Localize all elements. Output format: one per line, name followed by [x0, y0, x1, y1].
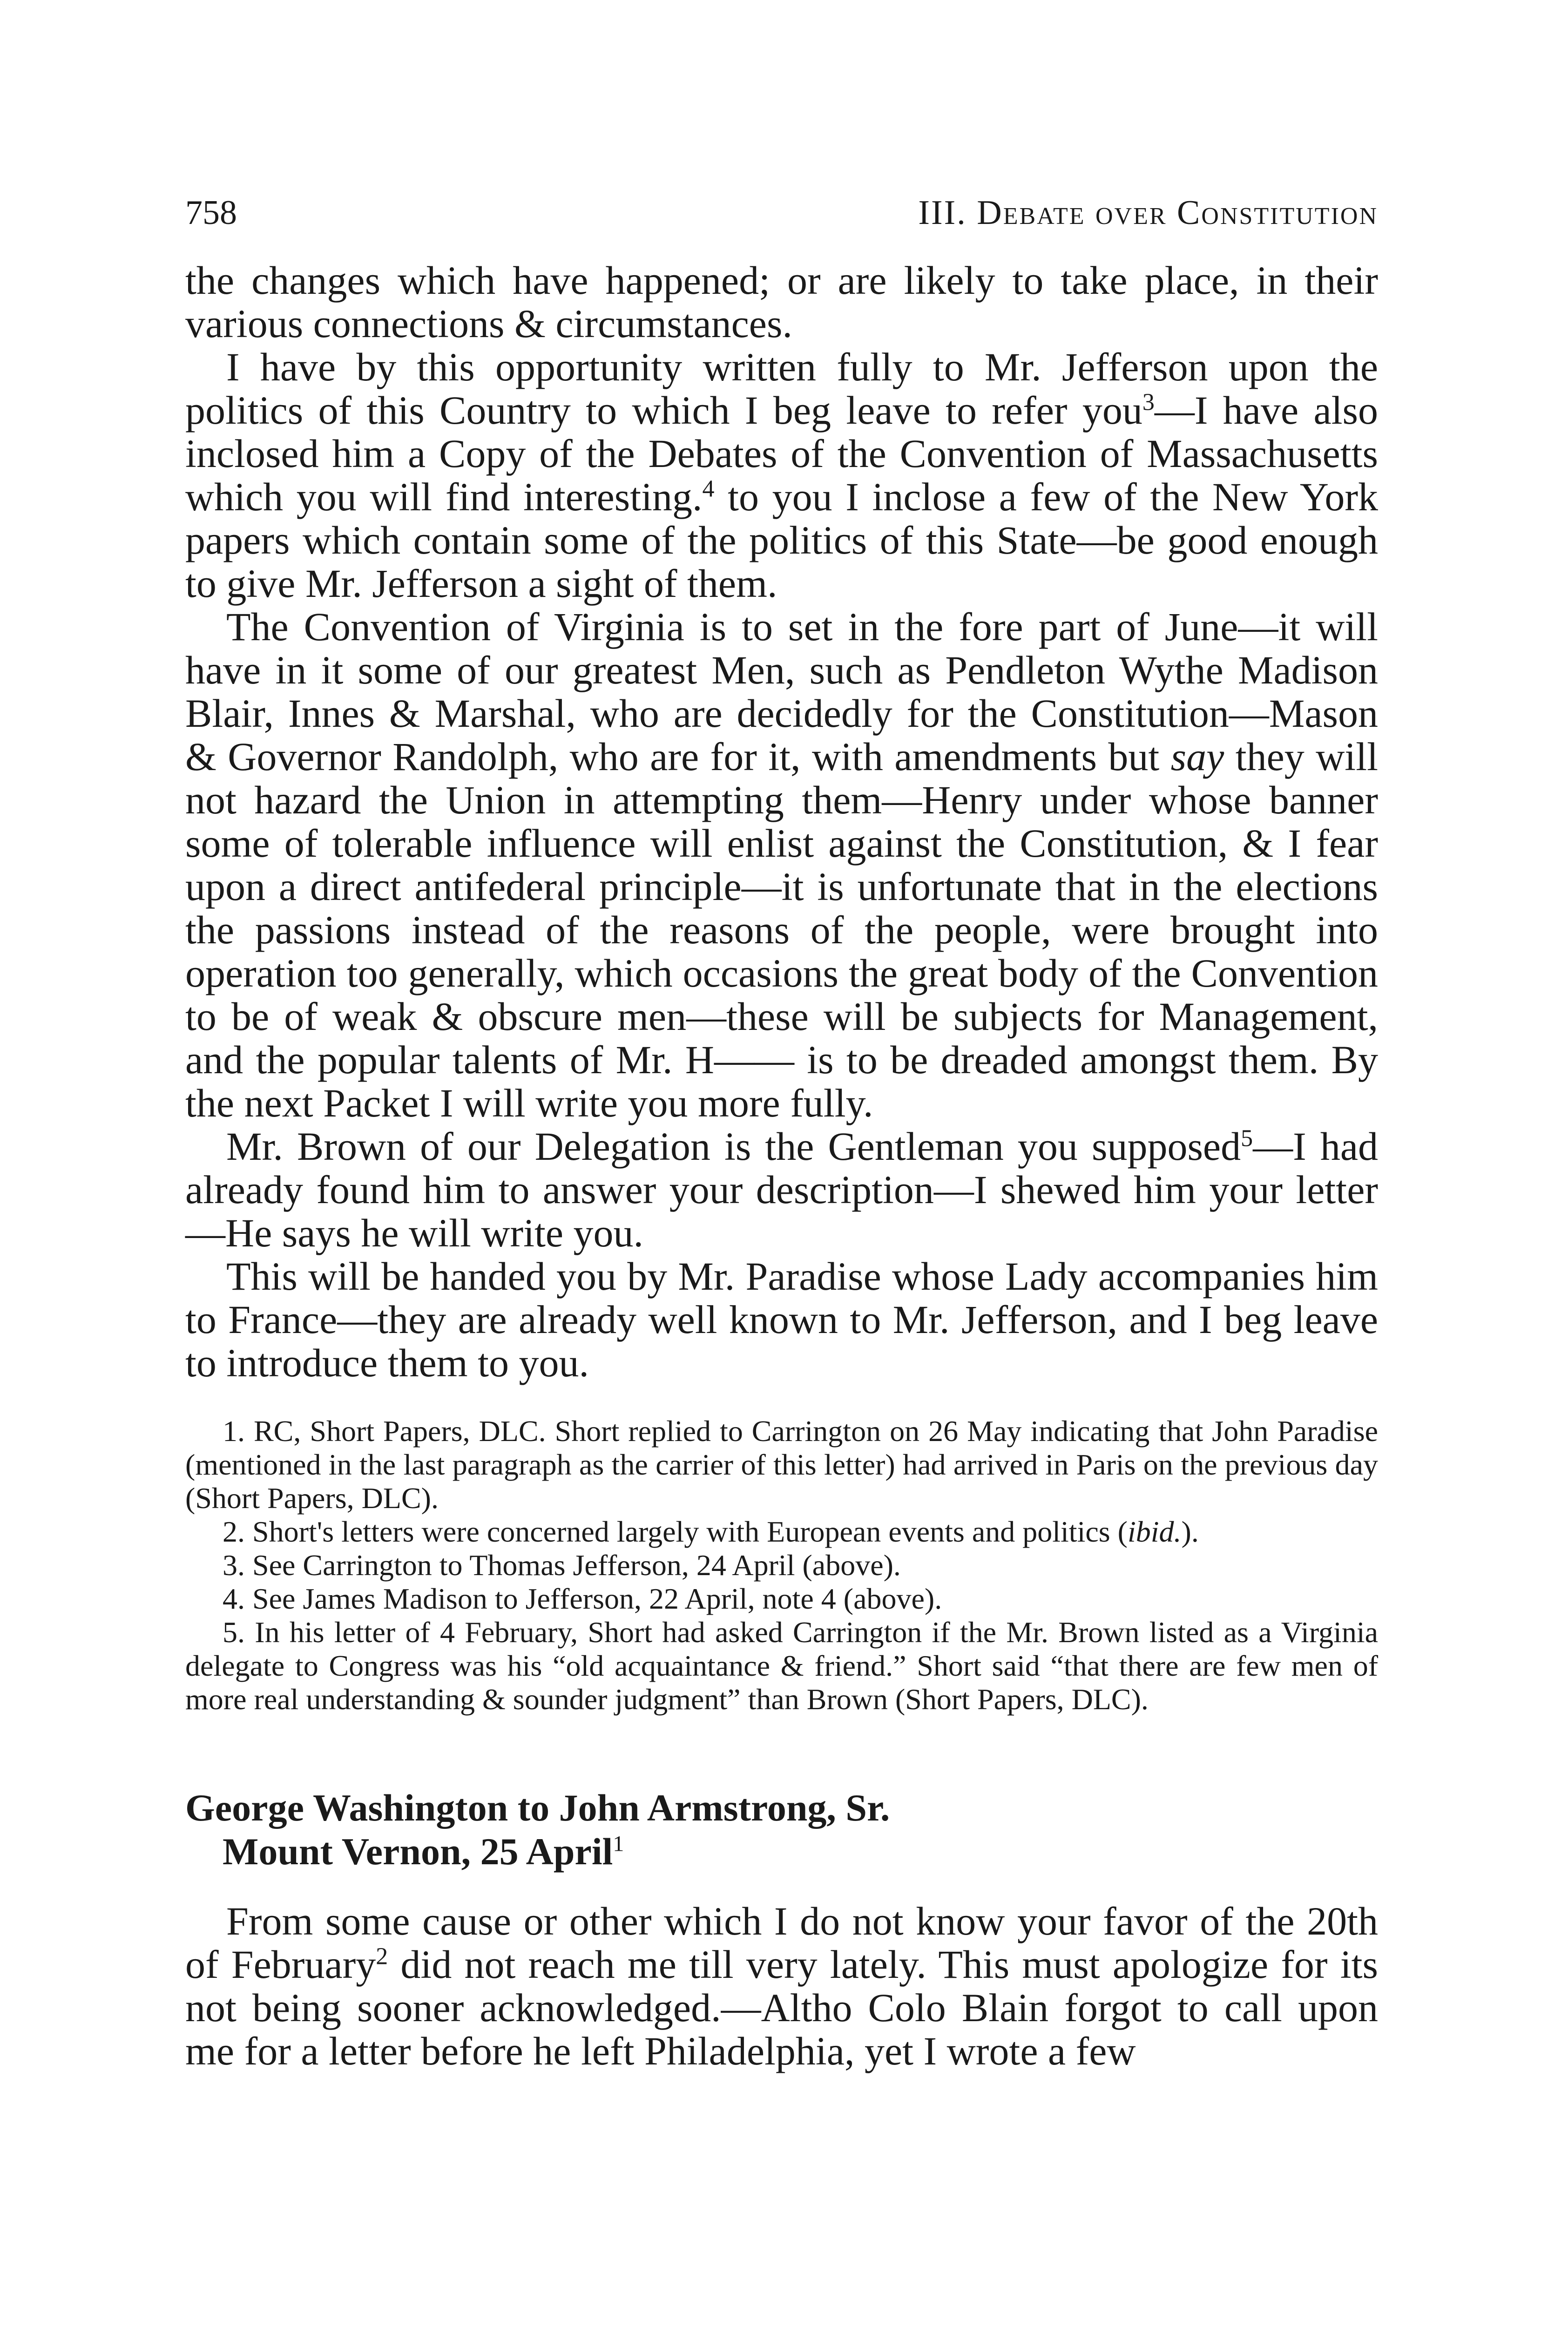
heading-line: [185, 1830, 1378, 1874]
footnote-text: ).: [1181, 1515, 1199, 1548]
paragraph: [185, 345, 1378, 605]
paragraph-text: they will not hazard the Union in attempting them—Henry under whose banner some of tolerable influence will enlist against the Constitution, & I fear upon a direct antifederal principle—it is unfortunate that in the elections the passions instead of the reasons of the people, were brought into operation too generally, which occasions the great body of the Convention to be of weak & obscure men—these will be subjects for Management, and the popular talents of Mr. H—— is to be dreaded amongst them. By the next Packet I will write you more fully.: [185, 734, 1378, 1125]
footnote: 3. See Carrington to Thomas Jefferson, 24 April (above).: [223, 1549, 901, 1582]
paragraph-text: did not reach me till very lately. This must apologize for its not being sooner acknowledged.—Altho Colo Blain forgot to call upon me for a letter before he left Philadelphia, yet I wrote a few: [185, 1942, 1378, 2073]
footnote-ref: 5: [1241, 1125, 1253, 1152]
paragraph: [185, 1255, 1378, 1385]
paragraph-text: I have by this opportunity written fully to Mr. Jefferson upon the politics of this Country to which I beg leave to refer you: [185, 345, 1378, 433]
footnote-ref: 4: [702, 475, 715, 502]
paragraph: [185, 1900, 1378, 2073]
footnote: [185, 1515, 1378, 1549]
paragraph: [185, 1125, 1378, 1255]
footnotes: [185, 1414, 1378, 1716]
paragraph-text: the changes which have happened; or are likely to take place, in their various connections & circumstances.: [185, 258, 1378, 346]
paragraph-text: —I have also inclosed him a Copy of the Debates of the Convention of Massachusetts which you will find interesting.: [185, 388, 1378, 519]
heading-line: George Washington to John Armstrong, Sr.: [185, 1787, 890, 1829]
footnote-text: 2. Short's letters were concerned largely with European events and politics (: [223, 1515, 1128, 1548]
footnote-ref: 3: [1142, 389, 1155, 416]
document-heading: [185, 1786, 1378, 1874]
heading-place-date: Mount Vernon, 25 April: [223, 1830, 613, 1873]
footnote: 4. See James Madison to Jefferson, 22 April, note 4 (above).: [223, 1582, 942, 1615]
paragraph-text: to you I inclose a few of the New York papers which contain some of the politics of this State—be good enough to give Mr. Jefferson a sight of them.: [185, 474, 1379, 606]
emphasis: say: [1170, 734, 1224, 779]
section-title: III. Debate over Constitution: [918, 194, 1378, 232]
footnote-ref: 1: [613, 1831, 624, 1856]
paragraph-text: This will be handed you by Mr. Paradise whose Lady accompanies him to France—they are already well known to Mr. Jefferson, and I beg leave to introduce them to you.: [185, 1254, 1378, 1385]
letter-body: [185, 1900, 1378, 2073]
footnote: 5. In his letter of 4 February, Short had asked Carrington if the Mr. Brown listed as a Virginia delegate to Congress was his “old acquaintance & friend.” Short said “that there are few men of more real understanding & sounder judgment” than Brown (Short Papers, DLC).: [185, 1616, 1378, 1716]
footnote: 1. RC, Short Papers, DLC. Short replied to Carrington on 26 May indicating that John Paradise (mentioned in the last paragraph as the carrier of this letter) had arrived in Paris on the previous day (Short Papers, DLC).: [185, 1414, 1378, 1515]
running-head: [185, 196, 1378, 247]
page-number: 758: [185, 194, 237, 232]
paragraph: [185, 259, 1378, 345]
paragraph-text: Mr. Brown of our Delegation is the Gentleman you supposed: [226, 1124, 1241, 1169]
paragraph-text: From some cause or other which I do not know your favor of the 20th of February: [185, 1899, 1378, 1987]
letter-body: [185, 259, 1378, 1385]
emphasis: ibid.: [1127, 1515, 1182, 1548]
paragraph-text: —I had already found him to answer your description—I shewed him your letter—He says he will write you.: [185, 1124, 1378, 1255]
paragraph-text: The Convention of Virginia is to set in the fore part of June—it will have in it some of our greatest Men, such as Pendleton Wythe Madison Blair, Innes & Marshal, who are decidedly for the Constitution—Mason & Governor Randolph, who are for it, with amendments but: [185, 604, 1378, 779]
footnote-ref: 2: [376, 1943, 388, 1970]
document-page: [185, 196, 1378, 2073]
paragraph: [185, 605, 1378, 1125]
